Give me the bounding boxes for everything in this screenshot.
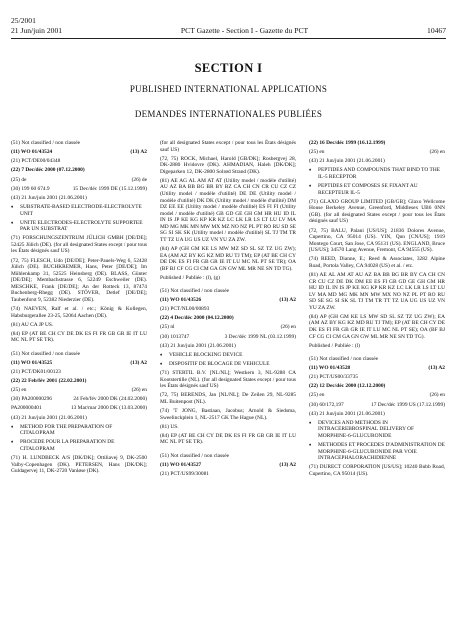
title-bullet: ♦ DISPOSITIF DE BLOCAGE DE VEHICULE (160, 361, 296, 368)
biblio-field-row (309, 365, 445, 372)
biblio-field: (21) PCT/US00/33735 (309, 374, 358, 381)
biblio-field: (22) 7 Dec/déc 2000 (07.12.2000) (11, 167, 85, 174)
issue-number: 25/2001 (11, 16, 36, 25)
biblio-field-row (11, 405, 147, 412)
biblio-field: (43) 21 Jun/juin 2001 (21.06.2001) (11, 414, 87, 421)
title-bullet: ♦ PROCEDE POUR LA PREPARATION DE CITALOPRAM (11, 439, 147, 452)
field-value: 15 Dec/déc 1999 DE (15.12.1999) (72, 185, 147, 192)
header-date: 21 Jun/juin 2001 (11, 26, 63, 35)
title-bullet: ♦ METHODES ET PROCEDES D'ADMINISTRATION DE MORPHINE-6-GLUCURONIDE PAR VOIE INTRACEPHALORACHIDIENNE (309, 442, 445, 462)
field-value: (13) A2 (130, 359, 147, 366)
biblio-field: (43) 21 Jun/juin 2001 (21.06.2001) (160, 342, 236, 349)
biblio-field: (71) FORSCHUNGSZENTRUM JÜLICH GMBH [DE/DE]; 52425 Jülich (DE). (for all designated States except / pour tous les États désignés sauf US) (11, 235, 147, 255)
biblio-field: (74) NAEVEN, Ralf et al. / etc.; König & Kollegen, Habsburgerallee 23-25, 52064 Aachen (DE). (11, 306, 147, 319)
biblio-field-row (309, 149, 445, 156)
title-bullet: ♦ METHOD FOR THE PREPARATION OF CITALOPRAM (11, 424, 147, 437)
field-label: (25) en (309, 149, 325, 156)
field-value: (13) A2 (279, 297, 296, 304)
biblio-field: (84) EP (AT BE CH CY DE DK ES FI FR GB GR IE IT LU MC NL PT SE TR). (11, 330, 147, 344)
biblio-field: (22) 12 Dec/déc 2000 (12.12.2000) (309, 383, 386, 390)
biblio-field: (84) EP (AT BE CH CY DE DK ES FI FR GB GR IE IT LU MC NL PT SE TR). (160, 432, 296, 446)
header-rule (11, 38, 446, 39)
biblio-field: (71) GLAXO GROUP LIMITED [GB/GB]; Glaxo Wellcome House Berkeley Avenue, Greenford, Middlesex UB6 0NN (GB). (for all designated States except / pour tous les États désignés sauf US) (309, 198, 445, 225)
biblio-field: (43) 21 Jun/juin 2001 (21.06.2001) (11, 194, 87, 201)
biblio-field-row (160, 324, 296, 331)
biblio-field: (72, 75) BERENDS, Jan [NL/NL]; De Zeilen 29, NL-9285 ML Buitenpost (NL). (160, 392, 296, 405)
biblio-field: (72, 75) BALU, Palani [US/US]; 21836 Dolores Avenue, Cupertino, CA 95014 (US). YIN, Qun [CN/US]; 1919 Montego Court, San Jose, CA 95131 (US). ENGLAND, Bruce [US/US]; 34570 Lang Avenue, Fremont, CA 94555 (US). (309, 227, 445, 254)
field-value: 17 Dec/déc 1999 US (17.12.1999) (371, 401, 445, 408)
field-label: (11) WO 01/43526 (160, 297, 202, 304)
biblio-field: (51) Not classified / non classée (160, 287, 230, 294)
field-label: (30) PA200000296 (11, 396, 52, 403)
field-label: (30) 60/172,197 (309, 401, 344, 408)
biblio-field: (74) 'T JONG, Bastiaan, Jacobus; Arnold & Siedsma, Sweelinckplein 1, NL-2517 GK The Hague (NL). (160, 408, 296, 421)
field-label: PA200000401 (11, 405, 42, 412)
biblio-field: (81) AE AL AM AT AU AZ BA BB BG BR BY CA CH CN CR CU CZ DE DK DM EE ES FI GB GD GE GH GM HR HU ID IL IN IS JP KE KG KP KR KZ LC LK LR LS LT LU LV MA MD MG MK MN MW MX NO NZ PL PT RO RU SD SE SG SI SK SL TJ TM TR TT TZ UA UG US UZ VN YU ZA ZW. (309, 272, 445, 311)
biblio-field-row (11, 360, 147, 367)
text-column-3 (309, 140, 445, 480)
field-value: 13 Mar/mar 2000 DK (13.03.2000) (70, 405, 147, 412)
biblio-field-row (309, 392, 445, 399)
biblio-field: (72, 75) ROCK, Michael, Harold [GB/DK]; Rosbergvej 28, DK-2880 Hvidovre (DK). AHMADIAN, Haleh [DK/DK]; Digeparken 12, DK-2800 Solrød Strand (DK). (160, 155, 296, 175)
field-value: (13) A2 (130, 149, 147, 156)
title-bullet: ♦ DEVICES AND METHODS IN INTRACEREBROSPINAL DELIVERY OF MORPHINE-6-GLUCURONIDE (309, 420, 445, 440)
biblio-field: (22) 16 Dec/déc 1999 (16.12.1999) (309, 140, 386, 146)
field-label: (11) WO 01/43527 (160, 461, 202, 468)
biblio-field: (51) Not classified / non classée (160, 452, 230, 459)
biblio-field-row (160, 334, 296, 341)
title-bullet: ♦ PEPTIDES AND COMPOUNDS THAT BIND TO THE IL-5 RECEPTOR (309, 167, 445, 180)
field-value: (26) en (280, 324, 296, 331)
biblio-field: (71) H. LUNDBECK A/S [DK/DK]; Ottiliavej 9, DK-2500 Valby-Copenhagen (DK). PETERSEN, Hans [DK/DK]; Guldagervej 11, DK-2720 Vanløse (DK). (11, 455, 147, 475)
biblio-field: (21) PCT/US99/30081 (160, 470, 209, 477)
biblio-field: (21) PCT/DE00/04348 (11, 158, 61, 165)
field-label: (11) WO 01/43525 (11, 359, 53, 366)
biblio-field: (43) 21 Jun/juin 2001 (21.06.2001) (309, 158, 385, 165)
field-value: (26) en (429, 149, 445, 156)
biblio-field-row (11, 149, 147, 156)
biblio-field: (84) AP (GH GM KE LS MW SD SL SZ TZ UG ZW); EA (AM AZ BY KG KZ MD RU TJ TM); EP (AT BE CH CY DE DK ES FI FR GB GR IE IT LU MC NL PT SE); OA (BF BJ CF CG CI CM GA GN GW ML MR NE SN TD TG). (309, 313, 445, 340)
biblio-field-row (11, 186, 147, 193)
header-page-number: 10467 (427, 26, 446, 35)
biblio-field: Published / Publiée : (l) (309, 342, 360, 349)
running-header (11, 26, 446, 35)
field-value: (13) A2 (279, 461, 296, 468)
biblio-field: (21) PCT/NL00/00893 (160, 306, 210, 313)
title-bullet: ♦ VEHICLE BLOCKING DEVICE (160, 352, 296, 359)
section-subtitle-en: PUBLISHED INTERNATIONAL APPLICATIONS (129, 84, 328, 94)
biblio-field: (84) AP (GH GM KE LS MW MZ SD SL SZ TZ UG ZW); EA (AM AZ BY KG KZ MD RU TJ TM); EP (AT BE CH CY DE DK ES FI FR GB GR IE IT LU MC NL PT SE TR); OA (BF BJ CF CG CI CM GA GN GW ML MR NE SN TD TG). (160, 245, 296, 272)
biblio-field-row (11, 177, 147, 184)
field-value: (13) A2 (428, 364, 445, 371)
biblio-field: (51) Not classified / non classée (11, 350, 81, 357)
biblio-field: Published / Publiée : (l), (g) (160, 274, 220, 281)
title-bullet: ♦ SUBSTRATE-BASED ELECTRODE-ELECTROLYTE UNIT (11, 204, 147, 217)
biblio-field: (22) 4 Dec/déc 2000 (04.12.2000) (160, 315, 234, 322)
biblio-field: (43) 21 Jun/juin 2001 (21.06.2001) (309, 410, 385, 417)
title-bullet: ♦ PEPTIDES ET COMPOSES SE FIXANT AU RECEPTEUR IL-5 (309, 183, 445, 196)
biblio-field: (51) Not classified / non classée (11, 140, 81, 146)
header-gazette-title: PCT Gazette - Section I - Gazette du PCT (180, 26, 309, 35)
biblio-field-row (309, 402, 445, 409)
biblio-field: (72, 75) FLESCH, Udo [DE/DE]; Peter-Pauels-Weg 6, 52428 Jülich (DE). BUCHKREMER, Hans, Peter [DE/DE]; Im Mühlenkamp 31, 52525 Heinsberg (DE). BLASS, Günter [DE/DE]; Membachstrasse 6, 52249 Eschweiler (DE). MESCHKE, Frank [DE/DE]; An der Rotteck 13, 87474 Buchenberg-Rhegg (DE). STÖVER, Detlef [DE/DE]; Taubenforst 9, 52382 Niederzier (DE). (11, 257, 147, 303)
section-title: SECTION I (194, 61, 263, 75)
field-label: (11) WO 01/43524 (11, 149, 53, 156)
biblio-field: (22) 22 Feb/fév 2001 (22.02.2001) (11, 377, 87, 384)
biblio-field: (81) AU CA JP US. (11, 321, 54, 328)
field-value: (26) de (131, 176, 147, 183)
biblio-field-row (11, 387, 147, 394)
text-column-2 (160, 140, 296, 480)
field-value: 3 Dec/déc 1999 NL (03.12.1999) (224, 333, 296, 340)
biblio-field: (for all designated States except / pour tous les États désignés sauf US) (160, 140, 296, 153)
biblio-field: (71) STERTIL B.V. [NL/NL]; Westkern 3, NL-9288 CA Kootstertille (NL). (for all designated States except / pour tous les États désignés sauf US) (160, 370, 296, 390)
biblio-field: (74) REED, Dianne, E.; Reed & Associates, 3282 Alpine Road, Portola Valley, CA 94028 (US) et al. / etc. (309, 256, 445, 269)
field-label: (25) en (309, 392, 325, 399)
biblio-field-row (11, 396, 147, 403)
biblio-field: (81) AE AG AL AM AT AT (Utility model / modèle d'utilité) AU AZ BA BB BG BR BY BZ CA CH CN CR CU CZ CZ (Utility model / modèle d'utilité) DE DE (Utility model / modèle d'utilité) DK DK (Utility model / modèle d'utilité) DM DZ EE EE (Utility model / modèle d'utilité) ES FI FI (Utility model / modèle d'utilité) GB GD GE GH GM HR HU ID IL IN IS JP KE KG KP KR KZ LC LK LR LS LT LU LV MA MD MG MK MN MW MX MZ NO NZ PL PT RO RU SD SE SG SI SK SK (Utility model / modèle d'utilité) SL TJ TM TR TT TZ UA UG US UZ VN YU ZA ZW. (160, 177, 296, 243)
field-label: (25) en (11, 387, 27, 394)
field-label: (11) WO 01/43528 (309, 364, 351, 371)
field-value: 24 Feb/fév 2000 DK (24.02.2000) (73, 396, 147, 403)
biblio-field: (51) Not classified / non classée (309, 355, 379, 362)
field-label: (30) 199 60 674.9 (11, 185, 50, 192)
field-label: (25) de (11, 176, 27, 183)
biblio-field: (71) DURECT CORPORATION [US/US]; 10240 Bubb Road, Cupertino, CA 95014 (US). (309, 464, 445, 477)
section-subtitle-fr: DEMANDES INTERNATIONALES PUBLIÉES (134, 109, 323, 119)
field-value: (26) en (131, 387, 147, 394)
title-bullet: ♦ UNITE ELECTRODES-ELECTROLYTE SUPPORTEE PAR UN SUBSTRAT (11, 220, 147, 233)
field-label: (30) 1013747 (160, 333, 190, 340)
field-label: (25) nl (160, 324, 175, 331)
field-value: (26) en (429, 392, 445, 399)
biblio-field: (81) US. (160, 423, 179, 430)
biblio-field-row (160, 297, 296, 304)
biblio-field-row (160, 462, 296, 469)
biblio-field: (21) PCT/DK01/00123 (11, 368, 61, 375)
text-column-1 (11, 140, 147, 477)
